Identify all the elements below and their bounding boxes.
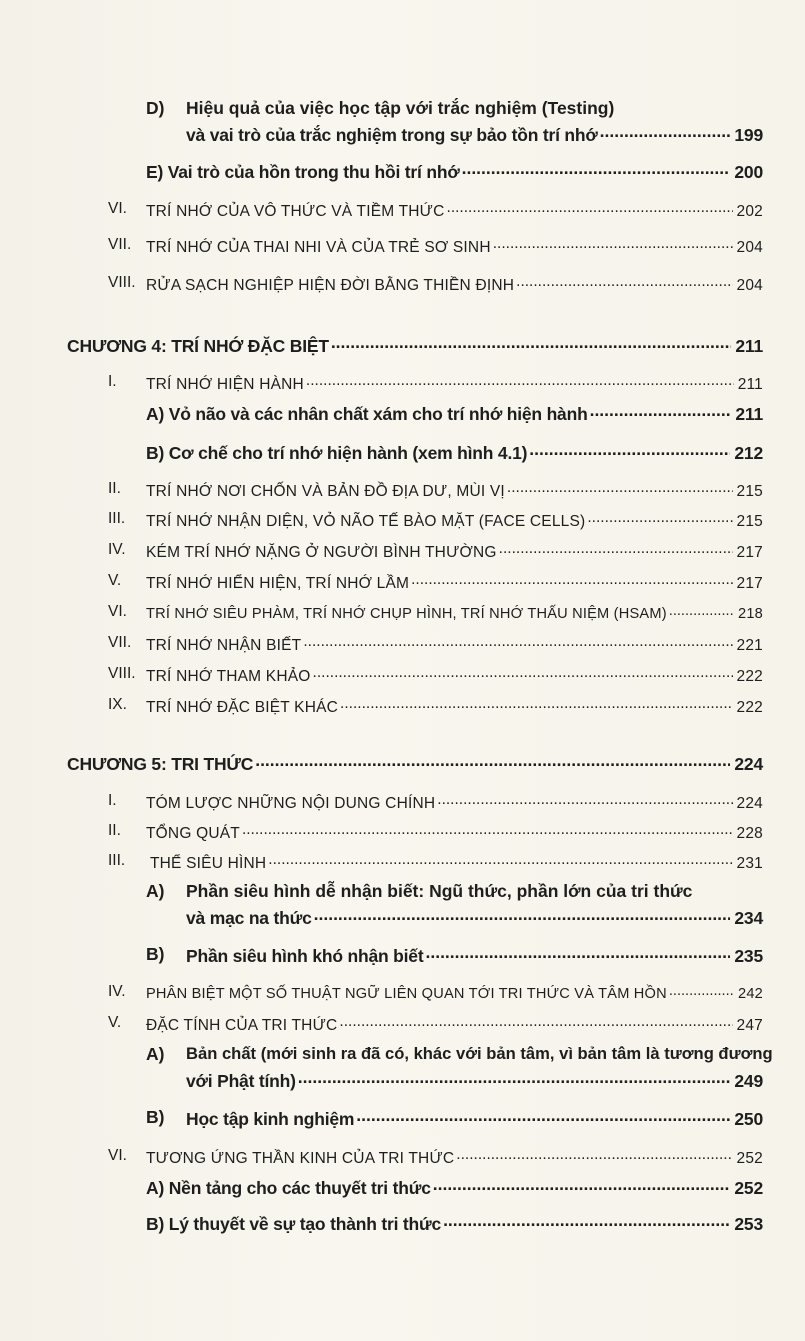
leader-dots [499, 541, 733, 557]
toc-roman-numeral: II. [108, 822, 121, 839]
toc-chapter-heading[interactable] [67, 334, 763, 357]
toc-entry-title: Hiệu quả của việc học tập với trắc nghiệm (Testing) [186, 98, 615, 118]
toc-entry[interactable] [146, 572, 763, 593]
chapter-title: CHƯƠNG 4: TRÍ NHỚ ĐẶC BIỆT [67, 335, 329, 356]
chapter-title: CHƯƠNG 5: TRI THỨC [67, 753, 254, 774]
toc-roman-numeral: IV. [108, 983, 126, 1000]
toc-entry-title: TRÍ NHỚ NHẬN BIẾT [146, 636, 302, 654]
toc-entry[interactable] [146, 402, 763, 425]
toc-entry-title: TRÍ NHỚ CỦA THAI NHI VÀ CỦA TRẺ SƠ SINH [146, 238, 491, 256]
toc-roman-numeral: III. [108, 510, 126, 527]
toc-entry-title: KÉM TRÍ NHỚ NẶNG Ở NGƯỜI BÌNH THƯỜNG [146, 543, 497, 561]
toc-letter: B) [146, 944, 165, 964]
leader-dots [425, 944, 730, 962]
toc-entry-title: TRÍ NHỚ NHẬN DIỆN, VỎ NÃO TẾ BÀO MẶT (FACE CELLS) [146, 512, 586, 530]
toc-page-number: 222 [736, 698, 763, 716]
toc-entry[interactable] [146, 480, 763, 501]
toc-entry[interactable] [146, 603, 763, 622]
toc-entry-title: TRÍ NHỚ SIÊU PHÀM, TRÍ NHỚ CHỤP HÌNH, TRÍ NHỚ THẤU NIỆM (HSAM) [146, 605, 667, 622]
toc-entry[interactable] [146, 696, 763, 717]
toc-letter: A) [146, 1044, 165, 1064]
toc-entry[interactable] [146, 1014, 763, 1035]
toc-page-number: 204 [736, 276, 763, 294]
leader-dots [411, 572, 732, 588]
toc-entry[interactable] [146, 373, 763, 394]
toc-letter: D) [146, 98, 165, 118]
toc-entry-title: A) Nền tảng cho các thuyết tri thức [146, 1177, 431, 1198]
toc-roman-numeral: VII. [108, 634, 132, 651]
toc-page-number: 234 [734, 907, 763, 928]
toc-entry-title: PHÂN BIỆT MỘT SỐ THUẬT NGỮ LIÊN QUAN TỚI TRI THỨC VÀ TÂM HỒN [146, 985, 667, 1002]
leader-dots [507, 480, 733, 496]
toc-entry[interactable] [146, 160, 763, 183]
leader-dots [331, 334, 732, 352]
toc-entry-title: A) Vỏ não và các nhân chất xám cho trí nhớ hiện hành [146, 403, 588, 424]
toc-roman-numeral: VI. [108, 603, 127, 620]
toc-page-number: 212 [734, 442, 763, 463]
leader-dots [590, 402, 732, 420]
toc-chapter-heading[interactable] [67, 752, 763, 775]
toc-page-number: 211 [737, 375, 763, 393]
leader-dots [447, 200, 733, 216]
toc-page-number: 252 [736, 1149, 763, 1167]
toc-entry[interactable] [186, 944, 763, 967]
toc-page-number: 252 [734, 1177, 763, 1198]
toc-page-number: 217 [736, 574, 763, 592]
toc-entry[interactable] [146, 822, 763, 843]
toc-entry-title: TRÍ NHỚ ĐẶC BIỆT KHÁC [146, 698, 339, 716]
leader-dots [255, 752, 730, 770]
leader-dots [669, 983, 734, 998]
toc-page-number: 211 [735, 335, 763, 356]
toc-entry[interactable] [146, 792, 763, 813]
toc-entry-title: TÓM LƯỢC NHỮNG NỘI DUNG CHÍNH [146, 794, 436, 812]
toc-page-number: 221 [736, 636, 763, 654]
leader-dots [303, 634, 732, 650]
toc-roman-numeral: I. [108, 373, 117, 390]
leader-dots [443, 1212, 730, 1230]
leader-dots [313, 665, 733, 681]
toc-page-number: 199 [734, 124, 763, 145]
leader-dots [437, 792, 732, 808]
leader-dots [306, 373, 734, 389]
toc-entry[interactable] [186, 1069, 763, 1092]
toc-entry-title: B) Cơ chế cho trí nhớ hiện hành (xem hình 4.1) [146, 442, 528, 463]
toc-page-number: 211 [735, 403, 763, 424]
leader-dots [242, 822, 733, 838]
toc-entry[interactable] [146, 1176, 763, 1199]
toc-roman-numeral: VIII. [108, 665, 136, 682]
leader-dots [669, 603, 734, 618]
toc-page-number: 215 [736, 512, 763, 530]
toc-entry-title: Bản chất (mới sinh ra đã có, khác với bản tâm, vì bản tâm là tương đương [186, 1044, 773, 1063]
leader-dots [456, 1147, 732, 1163]
toc-roman-numeral: VIII. [108, 274, 136, 291]
toc-entry[interactable] [146, 541, 763, 562]
toc-roman-numeral: VII. [108, 236, 132, 253]
leader-dots [493, 236, 733, 252]
toc-entry[interactable] [146, 665, 763, 686]
toc-roman-numeral: II. [108, 480, 121, 497]
toc-entry-title: TRÍ NHỚ NƠI CHỐN VÀ BẢN ĐỒ ĐỊA DƯ, MÙI VỊ [146, 482, 505, 500]
toc-roman-numeral: IX. [108, 696, 127, 713]
toc-entry-title: với Phật tính) [186, 1070, 296, 1091]
toc-entry[interactable] [186, 906, 763, 929]
toc-roman-numeral: VI. [108, 1147, 127, 1164]
leader-dots [433, 1176, 731, 1194]
toc-letter: A) [146, 881, 165, 901]
toc-page-number: 224 [734, 753, 763, 774]
toc-entry-title: THỂ SIÊU HÌNH [150, 854, 267, 872]
toc-page-number: 249 [734, 1070, 763, 1091]
toc-entry[interactable] [146, 274, 763, 295]
toc-page-number: 231 [736, 854, 763, 872]
leader-dots [356, 1107, 730, 1125]
toc-entry-title: TRÍ NHỚ HIỆN HÀNH [146, 375, 304, 393]
toc-page-number: 218 [738, 605, 763, 622]
toc-entry-title: Phần siêu hình khó nhận biết [186, 945, 424, 966]
toc-entry-title: TỔNG QUÁT [146, 824, 240, 842]
leader-dots [314, 906, 731, 924]
toc-entry[interactable] [146, 983, 763, 1002]
toc-entry-title: Học tập kinh nghiệm [186, 1108, 355, 1129]
toc-page-number: 235 [734, 945, 763, 966]
toc-page-number: 202 [736, 202, 763, 220]
leader-dots [600, 123, 731, 141]
toc-roman-numeral: IV. [108, 541, 126, 558]
leader-dots [298, 1069, 731, 1087]
toc-entry[interactable] [186, 1107, 763, 1130]
toc-entry[interactable] [146, 441, 763, 464]
toc-roman-numeral: I. [108, 792, 117, 809]
toc-page-number: 250 [734, 1108, 763, 1129]
leader-dots [462, 160, 731, 178]
leader-dots [340, 696, 732, 712]
toc-page-number: 204 [736, 238, 763, 256]
toc-entry[interactable] [146, 1147, 763, 1168]
toc-roman-numeral: III. [108, 852, 126, 869]
toc-page-number: 200 [734, 161, 763, 182]
toc-entry[interactable] [146, 200, 763, 221]
toc-entry-title: E) Vai trò của hồn trong thu hồi trí nhớ [146, 161, 460, 182]
toc-page-number: 242 [738, 985, 763, 1002]
toc-entry[interactable] [146, 236, 763, 257]
toc-entry-title: B) Lý thuyết về sự tạo thành tri thức [146, 1213, 442, 1234]
toc-entry[interactable] [150, 852, 763, 873]
toc-page-number: 215 [736, 482, 763, 500]
toc-entry-title: TRÍ NHỚ HIỂN HIỆN, TRÍ NHỚ LẦM [146, 574, 410, 592]
toc-page-number: 224 [736, 794, 763, 812]
toc-entry-title: RỬA SẠCH NGHIỆP HIỆN ĐỜI BẰNG THIỀN ĐỊNH [146, 276, 515, 294]
toc-entry[interactable] [146, 1212, 763, 1235]
toc-roman-numeral: V. [108, 1014, 122, 1031]
leader-dots [268, 852, 732, 868]
toc-roman-numeral: V. [108, 572, 122, 589]
toc-entry-title: TRÍ NHỚ CỦA VÔ THỨC VÀ TIỀM THỨC [146, 202, 445, 220]
toc-roman-numeral: VI. [108, 200, 127, 217]
toc-entry-title: Phần siêu hình dễ nhận biết: Ngũ thức, phần lớn của tri thức [186, 881, 693, 901]
toc-entry-title: ĐẶC TÍNH CỦA TRI THỨC [146, 1016, 338, 1034]
toc-page-number: 222 [736, 667, 763, 685]
toc-entry[interactable] [146, 634, 763, 655]
toc-entry-title: TƯƠNG ỨNG THẦN KINH CỦA TRI THỨC [146, 1149, 455, 1167]
toc-page-number: 247 [736, 1016, 763, 1034]
leader-dots [339, 1014, 732, 1030]
toc-entry-title: và vai trò của trắc nghiệm trong sự bảo tồn trí nhớ [186, 124, 598, 145]
toc-page-number: 253 [734, 1213, 763, 1234]
toc-entry[interactable] [186, 123, 763, 146]
toc-entry-title: và mạc na thức [186, 907, 312, 928]
leader-dots [516, 274, 732, 290]
toc-entry-title: TRÍ NHỚ THAM KHẢO [146, 667, 311, 685]
toc-page-number: 228 [736, 824, 763, 842]
leader-dots [529, 441, 730, 459]
toc-page-number: 217 [736, 543, 763, 561]
toc-entry[interactable] [146, 510, 763, 531]
toc-letter: B) [146, 1107, 165, 1127]
leader-dots [587, 510, 732, 526]
